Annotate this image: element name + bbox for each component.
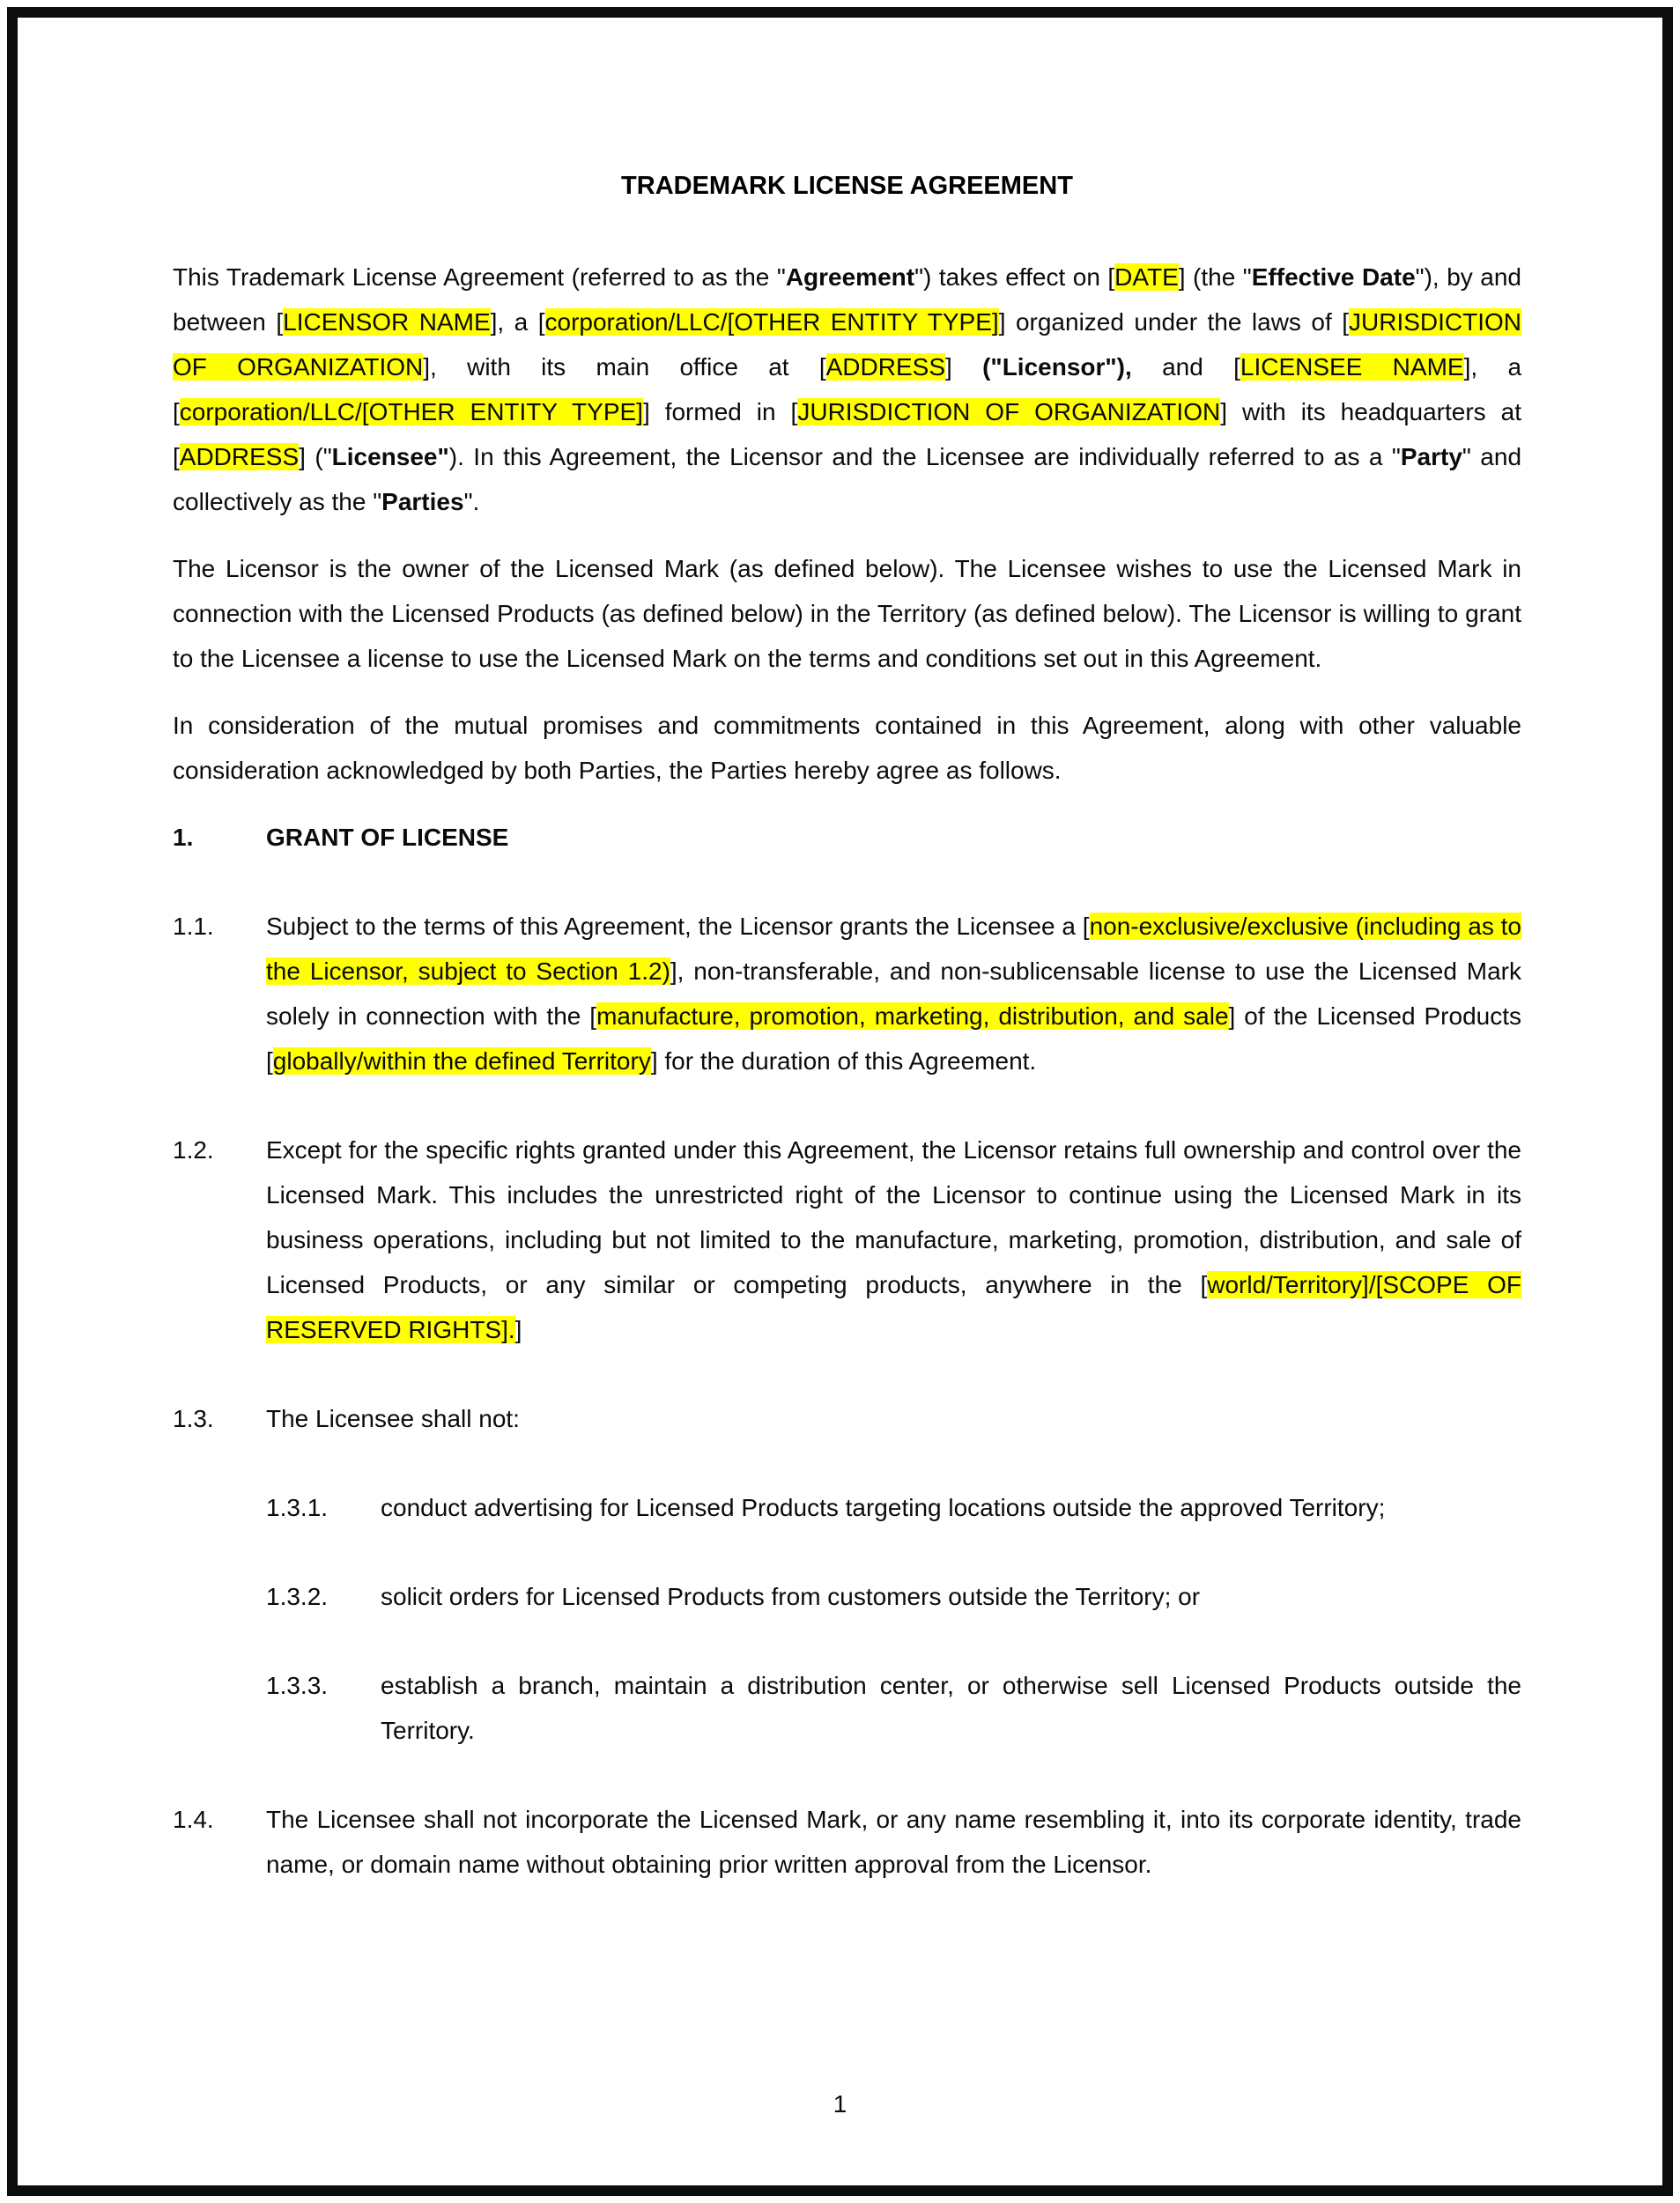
text-run: solicit orders for Licensed Products from customers outside the Territory; or — [381, 1583, 1201, 1610]
clause-text — [266, 1797, 1521, 1887]
highlighted-placeholder: DATE — [1114, 263, 1179, 291]
clause-text — [381, 1574, 1521, 1619]
text-run: ], non-transferable, and non-sublicensable license to use the Licensed Mark solely in connection with the [ — [266, 957, 1521, 1030]
text-run: ] (the " — [1178, 263, 1252, 291]
document-title: TRADEMARK LICENSE AGREEMENT — [621, 172, 1073, 200]
clause-number: 1.4. — [173, 1806, 214, 1833]
text-run: ] (" — [299, 443, 332, 470]
highlighted-placeholder: ADDRESS — [179, 443, 300, 470]
text-run: ). In this Agreement, the Licensor and the Licensee are individually referred to as a " — [448, 443, 1401, 470]
text-run: Except for the specific rights granted under this Agreement, the Licensor retains full ownership and control over the Licensed Mark. This includes the unrestricted right of the Licensor to continue using the Licensed Mark in its business operations, including but not limited to the manufacture, marketing, promotion, distribution, and sale of Licensed Products, or any similar or competing products, anywhere in the [ — [266, 1136, 1521, 1298]
clause-text — [266, 1396, 1521, 1441]
text-run: ] with its headquarters at [ — [173, 398, 1521, 470]
highlighted-placeholder: corporation/LLC/[OTHER ENTITY TYPE] — [179, 398, 643, 425]
text-run: Parties — [381, 488, 464, 515]
highlighted-placeholder: LICENSEE NAME — [1240, 353, 1464, 381]
section-heading-text — [266, 815, 1521, 860]
text-run: ] — [945, 353, 983, 381]
document-content — [173, 164, 1521, 1931]
text-run: Licensee" — [331, 443, 449, 470]
text-run: In consideration of the mutual promises and commitments contained in this Agreement, along with other valuable consideration acknowledged by both Parties, the Parties hereby agree as follows. — [173, 712, 1521, 784]
text-run: ("Licensor"), — [982, 353, 1132, 381]
clause-number: 1.2. — [173, 1136, 214, 1164]
clause-text — [266, 1127, 1521, 1352]
text-run: Agreement — [785, 263, 915, 291]
highlighted-placeholder: LICENSOR NAME — [283, 308, 491, 336]
highlighted-placeholder: corporation/LLC/[OTHER ENTITY TYPE] — [544, 308, 999, 336]
highlighted-placeholder: JURISDICTION OF ORGANIZATION — [797, 398, 1221, 425]
clause-number: 1.1. — [173, 913, 214, 940]
text-run: ] formed in [ — [642, 398, 798, 425]
clause — [173, 1396, 1521, 1441]
text-run: Party — [1400, 443, 1462, 470]
clause — [266, 1485, 1521, 1530]
clause-number: 1.3.2. — [266, 1583, 329, 1610]
page-number: 1 — [833, 2090, 847, 2118]
text-run: ] — [514, 1316, 522, 1343]
clause-number: 1.3. — [173, 1405, 214, 1432]
clause — [266, 1574, 1521, 1619]
text-run: ] organized under the laws of [ — [998, 308, 1349, 336]
text-run: ], a [ — [173, 353, 1522, 425]
text-run: The Licensee shall not incorporate the Licensed Mark, or any name resembling it, into its corporate identity, trade name, or domain name without obtaining prior written approval from the Licensor. — [266, 1806, 1521, 1878]
highlighted-placeholder: manufacture, promotion, marketing, distribution, and sale — [596, 1002, 1229, 1030]
clause-text — [266, 904, 1521, 1083]
text-run: ], a [ — [490, 308, 545, 336]
text-run: Effective Date — [1251, 263, 1416, 291]
text-run: ". — [463, 488, 480, 515]
text-run: The Licensor is the owner of the Licensed Mark (as defined below). The Licensee wishes to use the Licensed Mark in connection with the Licensed Products (as defined below) in the Territory (as defined below). The Licensor is willing to grant to the Licensee a license to use the Licensed Mark on the terms and conditions set out in this Agreement. — [173, 555, 1521, 672]
text-run: This Trademark License Agreement (referred to as the " — [173, 263, 786, 291]
text-run: " and collectively as the " — [173, 443, 1522, 515]
clause-text — [381, 1485, 1521, 1530]
text-run: establish a branch, maintain a distribution center, or otherwise sell Licensed Products outside the Territory. — [381, 1672, 1521, 1744]
clause-number: 1.3.1. — [266, 1494, 329, 1521]
text-run: ] of the Licensed Products [ — [266, 1002, 1521, 1075]
text-run: ") takes effect on [ — [914, 263, 1115, 291]
text-run: ], with its main office at [ — [423, 353, 826, 381]
highlighted-placeholder: globally/within the defined Territory — [272, 1047, 651, 1075]
text-run: "), by and between [ — [173, 263, 1521, 336]
highlighted-placeholder: JURISDICTION OF ORGANIZATION — [173, 308, 1521, 381]
paragraph — [173, 255, 1521, 524]
clause — [173, 1797, 1521, 1887]
highlighted-placeholder: world/Territory]/[SCOPE OF RESERVED RIGHTS]. — [266, 1271, 1521, 1343]
clause-number: 1. — [173, 824, 194, 851]
section-heading — [173, 815, 1521, 860]
text-run: conduct advertising for Licensed Products targeting locations outside the approved Territory; — [381, 1494, 1386, 1521]
text-run: GRANT OF LICENSE — [266, 824, 509, 851]
text-run: and [ — [1131, 353, 1240, 381]
paragraph — [173, 703, 1521, 793]
highlighted-placeholder: ADDRESS — [825, 353, 945, 381]
clause — [266, 1663, 1521, 1753]
document-body — [173, 255, 1521, 1887]
text-run: ] for the duration of this Agreement. — [650, 1047, 1037, 1075]
clause-number: 1.3.3. — [266, 1672, 329, 1699]
paragraph — [173, 546, 1521, 681]
clause-text — [381, 1663, 1521, 1753]
text-run: The Licensee shall not: — [266, 1405, 520, 1432]
highlighted-placeholder: non-exclusive/exclusive (including as to the Licensor, subject to Section 1.2) — [266, 913, 1522, 985]
clause — [173, 1127, 1521, 1352]
clause — [173, 904, 1521, 1083]
text-run: Subject to the terms of this Agreement, the Licensor grants the Licensee a [ — [266, 913, 1090, 940]
